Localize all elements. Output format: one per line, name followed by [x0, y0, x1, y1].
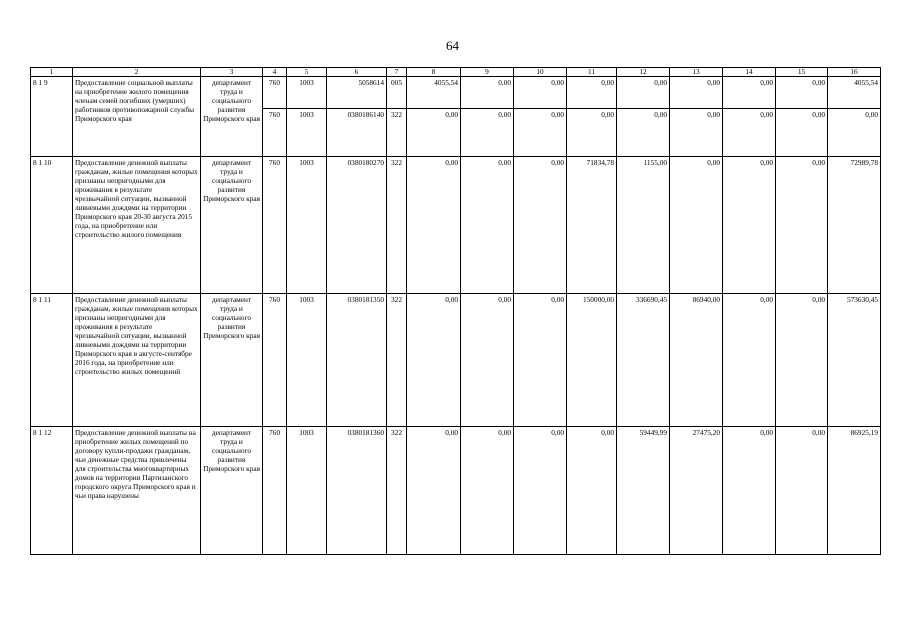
page-number: 64: [446, 38, 459, 53]
cell-c8: 0,00: [407, 109, 461, 157]
cell-c12: 1155,00: [617, 157, 670, 294]
cell-c12: 0,00: [617, 77, 670, 109]
cell-c7: 322: [387, 109, 407, 157]
header-cell: 15: [776, 68, 828, 77]
row-code: 8 1 9: [31, 77, 73, 157]
cell-c4: 760: [263, 109, 287, 157]
cell-c6: 0380181360: [327, 427, 387, 555]
row-description: Предоставление социальной выплаты на приобретение жилого помещения членам семей погибших (умерших) работников противопожарной службы Приморского края: [73, 77, 201, 157]
table-row: [31, 77, 881, 109]
row-department: департамент труда и социального развития Приморского края: [201, 157, 263, 294]
cell-c13: 0,00: [670, 109, 723, 157]
cell-c8: 0,00: [407, 294, 461, 427]
cell-c10: 0,00: [514, 427, 567, 555]
row-department: департамент труда и социального развития Приморского края: [201, 427, 263, 555]
cell-c6: 0380180270: [327, 157, 387, 294]
header-cell: 11: [567, 68, 617, 77]
cell-c15: 0,00: [776, 77, 828, 109]
row-code: 8 1 10: [31, 157, 73, 294]
cell-c12: 336690,45: [617, 294, 670, 427]
header-cell: 16: [828, 68, 881, 77]
row-department: департамент труда и социального развития Приморского края: [201, 294, 263, 427]
row-description: Предоставление денежной выплаты гражданам, жилые помещения которых признаны непригодными для проживания в результате чрезвычайной ситуации, вызванной ливневыми дождями на территории Приморского края в августе-сентябре 2016 года, на приобретение или строительство жилых помещений: [73, 294, 201, 427]
cell-c6: 0380186140: [327, 109, 387, 157]
cell-c4: 760: [263, 427, 287, 555]
cell-c16: 86925,19: [828, 427, 881, 555]
cell-c9: 0,00: [461, 109, 514, 157]
table-row: [31, 294, 881, 427]
cell-c5: 1003: [287, 427, 327, 555]
cell-c10: 0,00: [514, 77, 567, 109]
cell-c15: 0,00: [776, 109, 828, 157]
header-cell: 5: [287, 68, 327, 77]
header-cell: 3: [201, 68, 263, 77]
cell-c16: 573630,45: [828, 294, 881, 427]
header-cell: 6: [327, 68, 387, 77]
cell-c7: 005: [387, 77, 407, 109]
cell-c14: 0,00: [723, 109, 776, 157]
row-description: Предоставление денежной выплаты гражданам, жилые помещения которых признаны непригодными для проживания в результате чрезвычайной ситуации, вызванной ливневыми дождями на территории Приморского края 20-30 августа 2015 года, на приобретение или строительство жилого помещения: [73, 157, 201, 294]
cell-c14: 0,00: [723, 157, 776, 294]
table-row: [31, 427, 881, 555]
cell-c9: 0,00: [461, 294, 514, 427]
header-cell: 12: [617, 68, 670, 77]
cell-c6: 0380181350: [327, 294, 387, 427]
cell-c11: 71834,78: [567, 157, 617, 294]
cell-c15: 0,00: [776, 157, 828, 294]
budget-table: [30, 67, 881, 555]
header-cell: 7: [387, 68, 407, 77]
cell-c13: 27475,20: [670, 427, 723, 555]
cell-c13: 0,00: [670, 77, 723, 109]
cell-c12: 59449,99: [617, 427, 670, 555]
header-cell: 10: [514, 68, 567, 77]
cell-c4: 760: [263, 77, 287, 109]
cell-c11: 0,00: [567, 427, 617, 555]
cell-c9: 0,00: [461, 77, 514, 109]
header-cell: 4: [263, 68, 287, 77]
cell-c12: 0,00: [617, 109, 670, 157]
cell-c9: 0,00: [461, 427, 514, 555]
cell-c15: 0,00: [776, 294, 828, 427]
cell-c4: 760: [263, 157, 287, 294]
header-cell: 9: [461, 68, 514, 77]
cell-c16: 0,00: [828, 109, 881, 157]
row-department: департамент труда и социального развития Приморского края: [201, 77, 263, 157]
row-description: Предоставление денежной выплаты на приобретение жилых помещений по договору купли-продажи гражданам, чьи денежные средства привлечены для строительства многоквартирных домов на территории Партизанского городского округа Приморского края и чьи права нарушены: [73, 427, 201, 555]
cell-c13: 86940,00: [670, 294, 723, 427]
cell-c5: 1003: [287, 77, 327, 109]
table-row: [31, 157, 881, 294]
cell-c16: 72989,78: [828, 157, 881, 294]
cell-c6: 5058614: [327, 77, 387, 109]
cell-c5: 1003: [287, 157, 327, 294]
cell-c16: 4055,54: [828, 77, 881, 109]
cell-c8: 0,00: [407, 427, 461, 555]
cell-c14: 0,00: [723, 427, 776, 555]
cell-c8: 0,00: [407, 157, 461, 294]
header-cell: 13: [670, 68, 723, 77]
cell-c14: 0,00: [723, 294, 776, 427]
header-cell: 1: [31, 68, 73, 77]
cell-c14: 0,00: [723, 77, 776, 109]
header-row: [31, 68, 881, 77]
cell-c7: 322: [387, 427, 407, 555]
cell-c10: 0,00: [514, 157, 567, 294]
header-cell: 8: [407, 68, 461, 77]
cell-c10: 0,00: [514, 294, 567, 427]
header-cell: 2: [73, 68, 201, 77]
cell-c11: 0,00: [567, 109, 617, 157]
header-cell: 14: [723, 68, 776, 77]
cell-c4: 760: [263, 294, 287, 427]
cell-c7: 322: [387, 294, 407, 427]
row-code: 8 1 12: [31, 427, 73, 555]
cell-c9: 0,00: [461, 157, 514, 294]
cell-c8: 4055,54: [407, 77, 461, 109]
cell-c11: 0,00: [567, 77, 617, 109]
cell-c13: 0,00: [670, 157, 723, 294]
cell-c5: 1003: [287, 294, 327, 427]
cell-c5: 1003: [287, 109, 327, 157]
cell-c10: 0,00: [514, 109, 567, 157]
cell-c7: 322: [387, 157, 407, 294]
cell-c11: 150000,00: [567, 294, 617, 427]
cell-c15: 0,00: [776, 427, 828, 555]
row-code: 8 1 11: [31, 294, 73, 427]
